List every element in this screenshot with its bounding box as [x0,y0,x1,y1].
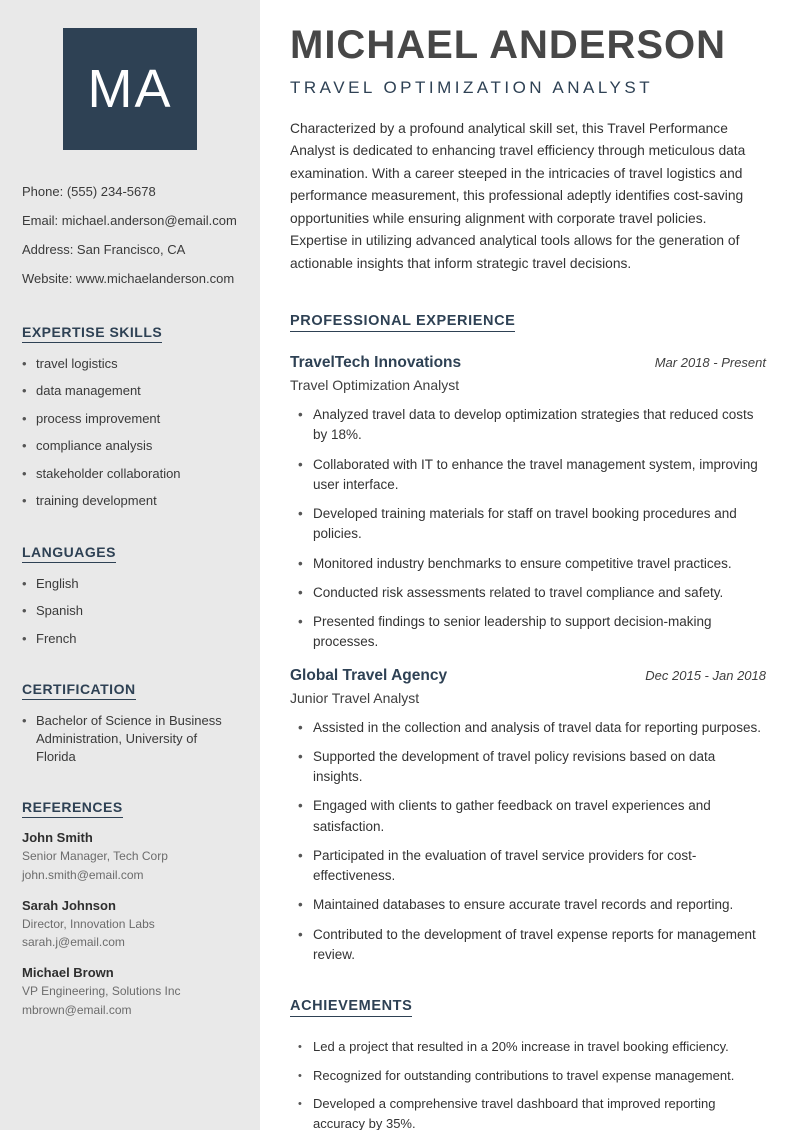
certification-section [22,657,238,765]
certification-heading: CERTIFICATION [22,681,136,700]
skill-item: • process improvement [22,410,238,428]
job-bullet: • Participated in the evaluation of travel service providers for cost-effectiveness. [298,846,766,887]
achievements-heading: ACHIEVEMENTS [290,998,412,1017]
reference-title: VP Engineering, Solutions Inc [22,984,181,999]
experience-heading: PROFESSIONAL EXPERIENCE [290,313,515,332]
reference-email: mbrown@email.com [22,1002,132,1017]
skill-item: • data management [22,382,238,400]
job-bullet-list [290,405,766,653]
job-bullet: • Engaged with clients to gather feedback on travel experiences and satisfaction. [298,796,766,837]
job-title: Travel Optimization Analyst [290,377,460,394]
skill-item: • training development [22,492,238,510]
reference-name: Sarah Johnson [22,897,116,913]
achievement-item: • Led a project that resulted in a 20% increase in travel booking efficiency. [298,1037,766,1057]
reference-email: john.smith@email.com [22,867,144,882]
sidebar [0,0,260,1130]
company-name: TravelTech Innovations [290,354,462,372]
reference-entry [22,965,238,1017]
job-bullet: • Assisted in the collection and analysis of travel data for reporting purposes. [298,718,766,738]
achievement-item: • Recognized for outstanding contributions to travel expense management. [298,1066,766,1086]
job-header [290,354,766,372]
reference-title: Director, Innovation Labs [22,916,155,931]
contact-email: Email: michael.anderson@email.com [22,212,237,228]
contact-website: Website: www.michaelanderson.com [22,270,235,286]
languages-heading: LANGUAGES [22,544,116,563]
job-entry [290,354,766,653]
skills-section [22,300,238,510]
skill-item: • travel logistics [22,355,238,373]
job-entry [290,667,766,966]
language-item: • French [22,630,238,648]
job-bullet: • Supported the development of travel policy revisions based on data insights. [298,747,766,788]
references-heading: REFERENCES [22,799,123,818]
reference-entry [22,830,238,882]
contact-phone: Phone: (555) 234-5678 [22,184,156,199]
page-title: MICHAEL ANDERSON [290,23,727,67]
monogram-initials: MA [87,59,173,119]
skills-heading: EXPERTISE SKILLS [22,324,162,343]
achievement-item: • Developed a comprehensive travel dashboard that improved reporting accuracy by 35%. [298,1094,766,1130]
certification-item: • Bachelor of Science in Business Administration, University of Florida [22,712,238,765]
job-dates: Mar 2018 - Present [654,355,766,371]
skill-item: • stakeholder collaboration [22,465,238,483]
language-item: • English [22,575,238,593]
job-title: Junior Travel Analyst [290,689,420,706]
job-bullet: • Analyzed travel data to develop optimization strategies that reduced costs by 18%. [298,405,766,446]
job-header [290,667,766,685]
reference-name: John Smith [22,830,93,846]
reference-entry [22,898,238,950]
company-name: Global Travel Agency [290,666,448,684]
contact-address: Address: San Francisco, CA [22,241,186,257]
references-section [22,775,238,1017]
achievements-section [290,974,766,1130]
job-bullet: • Conducted risk assessments related to travel compliance and safety. [298,583,766,603]
language-item: • Spanish [22,602,238,620]
avatar [63,28,197,150]
job-bullet: • Monitored industry benchmarks to ensure competitive travel practices. [298,554,766,574]
languages-section [22,520,238,648]
role-subtitle: TRAVEL OPTIMIZATION ANALYST [290,78,654,97]
job-dates: Dec 2015 - Jan 2018 [645,667,766,683]
job-bullet: • Developed training materials for staff on travel booking procedures and policies. [298,504,766,545]
achievements-list [290,1037,766,1130]
skill-item: • compliance analysis [22,437,238,455]
job-bullet: • Maintained databases to ensure accurate travel records and reporting. [298,895,766,915]
reference-name: Michael Brown [22,965,114,981]
job-bullet: • Collaborated with IT to enhance the travel management system, improving user interface. [298,455,766,496]
contact-section [22,184,238,288]
languages-list [22,575,238,648]
skills-list [22,355,238,510]
main-content [260,0,800,1130]
summary-text: Characterized by a profound analytical skill set, this Travel Performance Analyst is dedicated to enhancing travel efficiency through meticulous data examination. With a career steeped in the intricacies of travel logistics and performance measurement, this professional adeptly identifies cost-saving opportunities while ensuring alignment with corporate travel policies. Expertise in utilizing advanced analytical tools allows for the generation of actionable insights that inform strategic travel decisions. [290,121,746,271]
job-bullet-list [290,718,766,966]
job-bullet: • Contributed to the development of travel expense reports for management review. [298,925,766,966]
experience-section [290,289,766,965]
reference-title: Senior Manager, Tech Corp [22,849,168,864]
reference-email: sarah.j@email.com [22,935,125,950]
certification-list [22,712,238,765]
job-bullet: • Presented findings to senior leadership to support decision-making processes. [298,612,766,653]
